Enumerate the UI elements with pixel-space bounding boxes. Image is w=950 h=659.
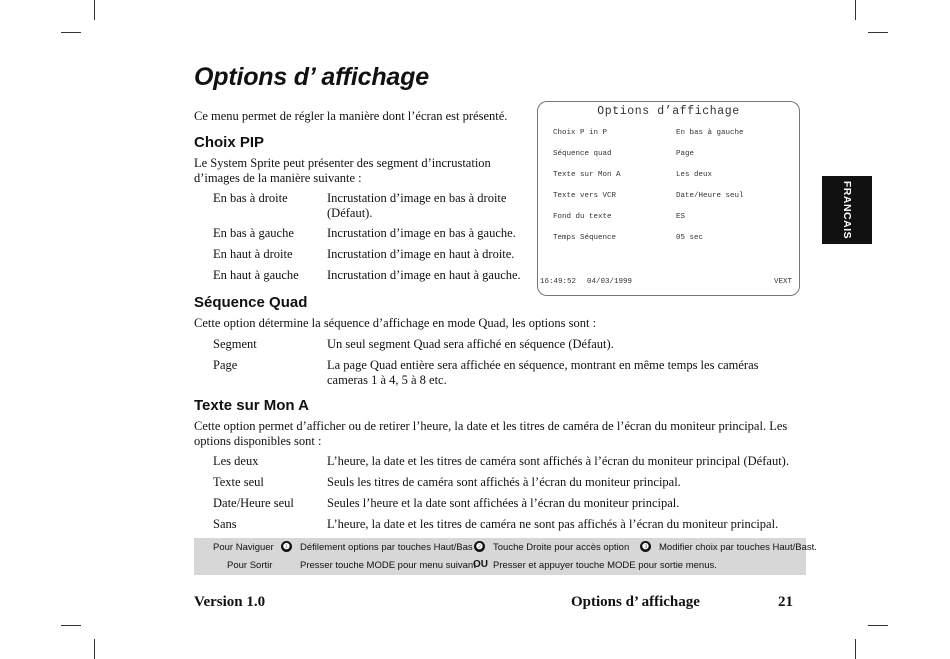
crop-mark [94,639,95,659]
option-desc: Incrustation d’image en haut à droite. [327,247,515,261]
option-term: En bas à droite [213,191,288,205]
osd-row-key: Texte vers VCR [553,192,617,200]
section-heading-quad: Séquence Quad [194,294,308,311]
osd-row-value: Les deux [676,171,713,179]
crop-mark [868,625,888,626]
option-desc: Incrustation d’image en haut à gauche. [327,268,521,282]
crop-mark [855,0,856,20]
option-term: Segment [213,337,257,351]
osd-row-key: Fond du texte [553,213,612,221]
osd-tag: VEXT [773,278,792,286]
osd-date: 04/03/1999 [587,278,633,286]
osd-row-value: 05 sec [676,234,704,242]
footer-version: Version 1.0 [194,594,266,610]
exit-item-2: Presser et appuyer touche MODE pour sortie menus. [493,560,717,571]
crop-mark [94,0,95,20]
exit-label: Pour Sortir [227,560,273,571]
option-term: Page [213,358,238,372]
osd-time: 16:49:52 [540,278,577,286]
option-term: Texte seul [213,475,264,489]
option-desc: L’heure, la date et les titres de caméra ne sont pas affichés à l’écran du moniteur principal. [327,517,779,531]
crop-mark [855,639,856,659]
page-number: 21 [778,594,793,610]
osd-row-key: Texte sur Mon A [553,171,621,179]
osd-row-key: Temps Séquence [553,234,617,242]
quad-description: Cette option détermine la séquence d’affichage en mode Quad, les options sont : [194,316,597,330]
nav-label: Pour Naviguer [213,542,274,553]
nav-item-3: Modifier choix par touches Haut/Bast. [659,542,817,553]
crop-mark [61,625,81,626]
bullet-2-icon: ❷ [475,542,484,551]
osd-row-value: ES [676,213,686,221]
option-term: Les deux [213,454,259,468]
footer-section: Options d’ affichage [571,594,700,610]
navigation-help-bar [194,538,817,575]
page-title: Options d’ affichage [194,63,429,91]
nav-item-1: Défilement options par touches Haut/Bas [300,542,473,553]
option-term: En haut à gauche [213,268,299,282]
language-tab-label: FRANCAIS [841,180,853,240]
option-desc: Seules l’heure et la date sont affichées à l’écran du moniteur principal. [327,496,680,510]
mon-a-description: Cette option permet d’afficher ou de retirer l’heure, la date et les titres de caméra de l’écran du moniteur principal. Les options disponibles sont : [194,419,788,448]
or-separator: OU [473,559,488,570]
option-desc: La page Quad entière sera affichée en séquence, montrant en même temps les caméras cameras 1 à 4, 5 à 8 etc. [327,358,759,387]
option-term: Sans [213,517,237,531]
pip-description: Le System Sprite peut présenter des segment d’incrustation d’images de la manière suivante : [194,156,491,185]
option-desc: Incrustation d’image en bas à droite (Défaut). [327,191,507,220]
osd-row-key: Choix P in P [553,129,608,137]
crop-mark [61,32,81,33]
osd-row-value: Date/Heure seul [676,192,744,200]
crop-mark [868,32,888,33]
option-desc: Incrustation d’image en bas à gauche. [327,226,516,240]
option-term: En bas à gauche [213,226,294,240]
section-heading-pip: Choix PIP [194,134,265,151]
bullet-3-icon: ❸ [641,542,650,551]
option-term: Date/Heure seul [213,496,294,510]
nav-item-2: Touche Droite pour accès option [493,542,630,553]
bullet-1-icon: ❶ [282,542,291,551]
osd-title: Options d’affichage [597,105,740,118]
osd-row-value: En bas à gauche [676,129,744,137]
exit-item-1: Presser touche MODE pour menu suivant [300,560,476,571]
option-term: En haut à droite [213,247,293,261]
language-tab [822,176,872,244]
osd-row-value: Page [676,150,695,158]
option-desc: Un seul segment Quad sera affiché en séquence (Défaut). [327,337,614,351]
intro-text: Ce menu permet de régler la manière dont l’écran est présenté. [194,109,508,123]
option-desc: L’heure, la date et les titres de caméra sont affichés à l’écran du moniteur principal (Défaut). [327,454,789,468]
osd-menu-screen [537,101,800,296]
osd-row-key: Séquence quad [553,150,612,158]
option-desc: Seuls les titres de caméra sont affichés à l’écran du moniteur principal. [327,475,681,489]
section-heading-mon-a: Texte sur Mon A [194,397,310,414]
